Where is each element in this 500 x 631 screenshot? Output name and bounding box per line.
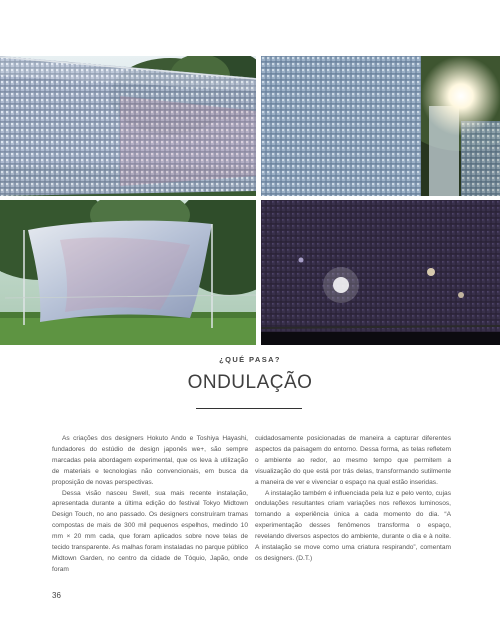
photo-mirror-mesh-sunlight bbox=[261, 56, 500, 196]
section-label: ¿QUÉ PASA? bbox=[219, 355, 281, 364]
photo-mirror-mesh-day bbox=[0, 56, 256, 196]
paragraph: Dessa visão nasceu Swell, sua mais recente instalação, apresentada durante a última edição do festival Tokyo Midtown Design Touch, no ano passado. Os designers construíram tramas compostas de mais de 300 mil pequenos espelhos, medindo 10 mm × 20 mm cada, que foram aplicados sobre nove telas de tecido transparente. As malhas foram instaladas no parque público Midtown Garden, no centro da cidade de Tóquio, Japão, onde foram bbox=[52, 489, 248, 573]
page-number: 36 bbox=[52, 591, 61, 600]
paragraph: As criações dos designers Hokuto Ando e Toshiya Hayashi, fundadores do estúdio de design japonês we+, são sempre marcadas pela abordagem experimental, que os leva à utilização de materiais e tecnologias não convencionais, em busca da proposição de novas perspectivas. bbox=[52, 435, 248, 486]
paragraph: A instalação também é influenciada pela luz e pelo vento, cujas ondulações resultantes criam variações nos reflexos luminosos, tornando a experiência única a cada momento do dia. “A experimentação desses fenômenos transforma o espaço, revelando diversos aspectos do ambiente, durante o dia e à noite. A instalação se move como uma criatura respirando”, comentam os designers. (D.T.) bbox=[255, 489, 451, 562]
title-divider bbox=[196, 408, 302, 409]
photo-billowing-screen-lawn bbox=[0, 200, 256, 345]
article-title: ONDULAÇÃO bbox=[187, 372, 313, 393]
photo-mirror-mesh-night bbox=[261, 200, 500, 345]
text-column-left bbox=[52, 434, 248, 576]
text-column-right bbox=[255, 434, 451, 565]
paragraph: cuidadosamente posicionadas de maneira a capturar diferentes aspectos da paisagem do entorno. Dessa forma, as telas refletem o ambiente ao redor, ao mesmo tempo que permitem a visualização do que está por trás delas, transformando sutilmente a maneira de ver e vivenciar o espaço na qual estão inseridas. bbox=[255, 435, 451, 486]
